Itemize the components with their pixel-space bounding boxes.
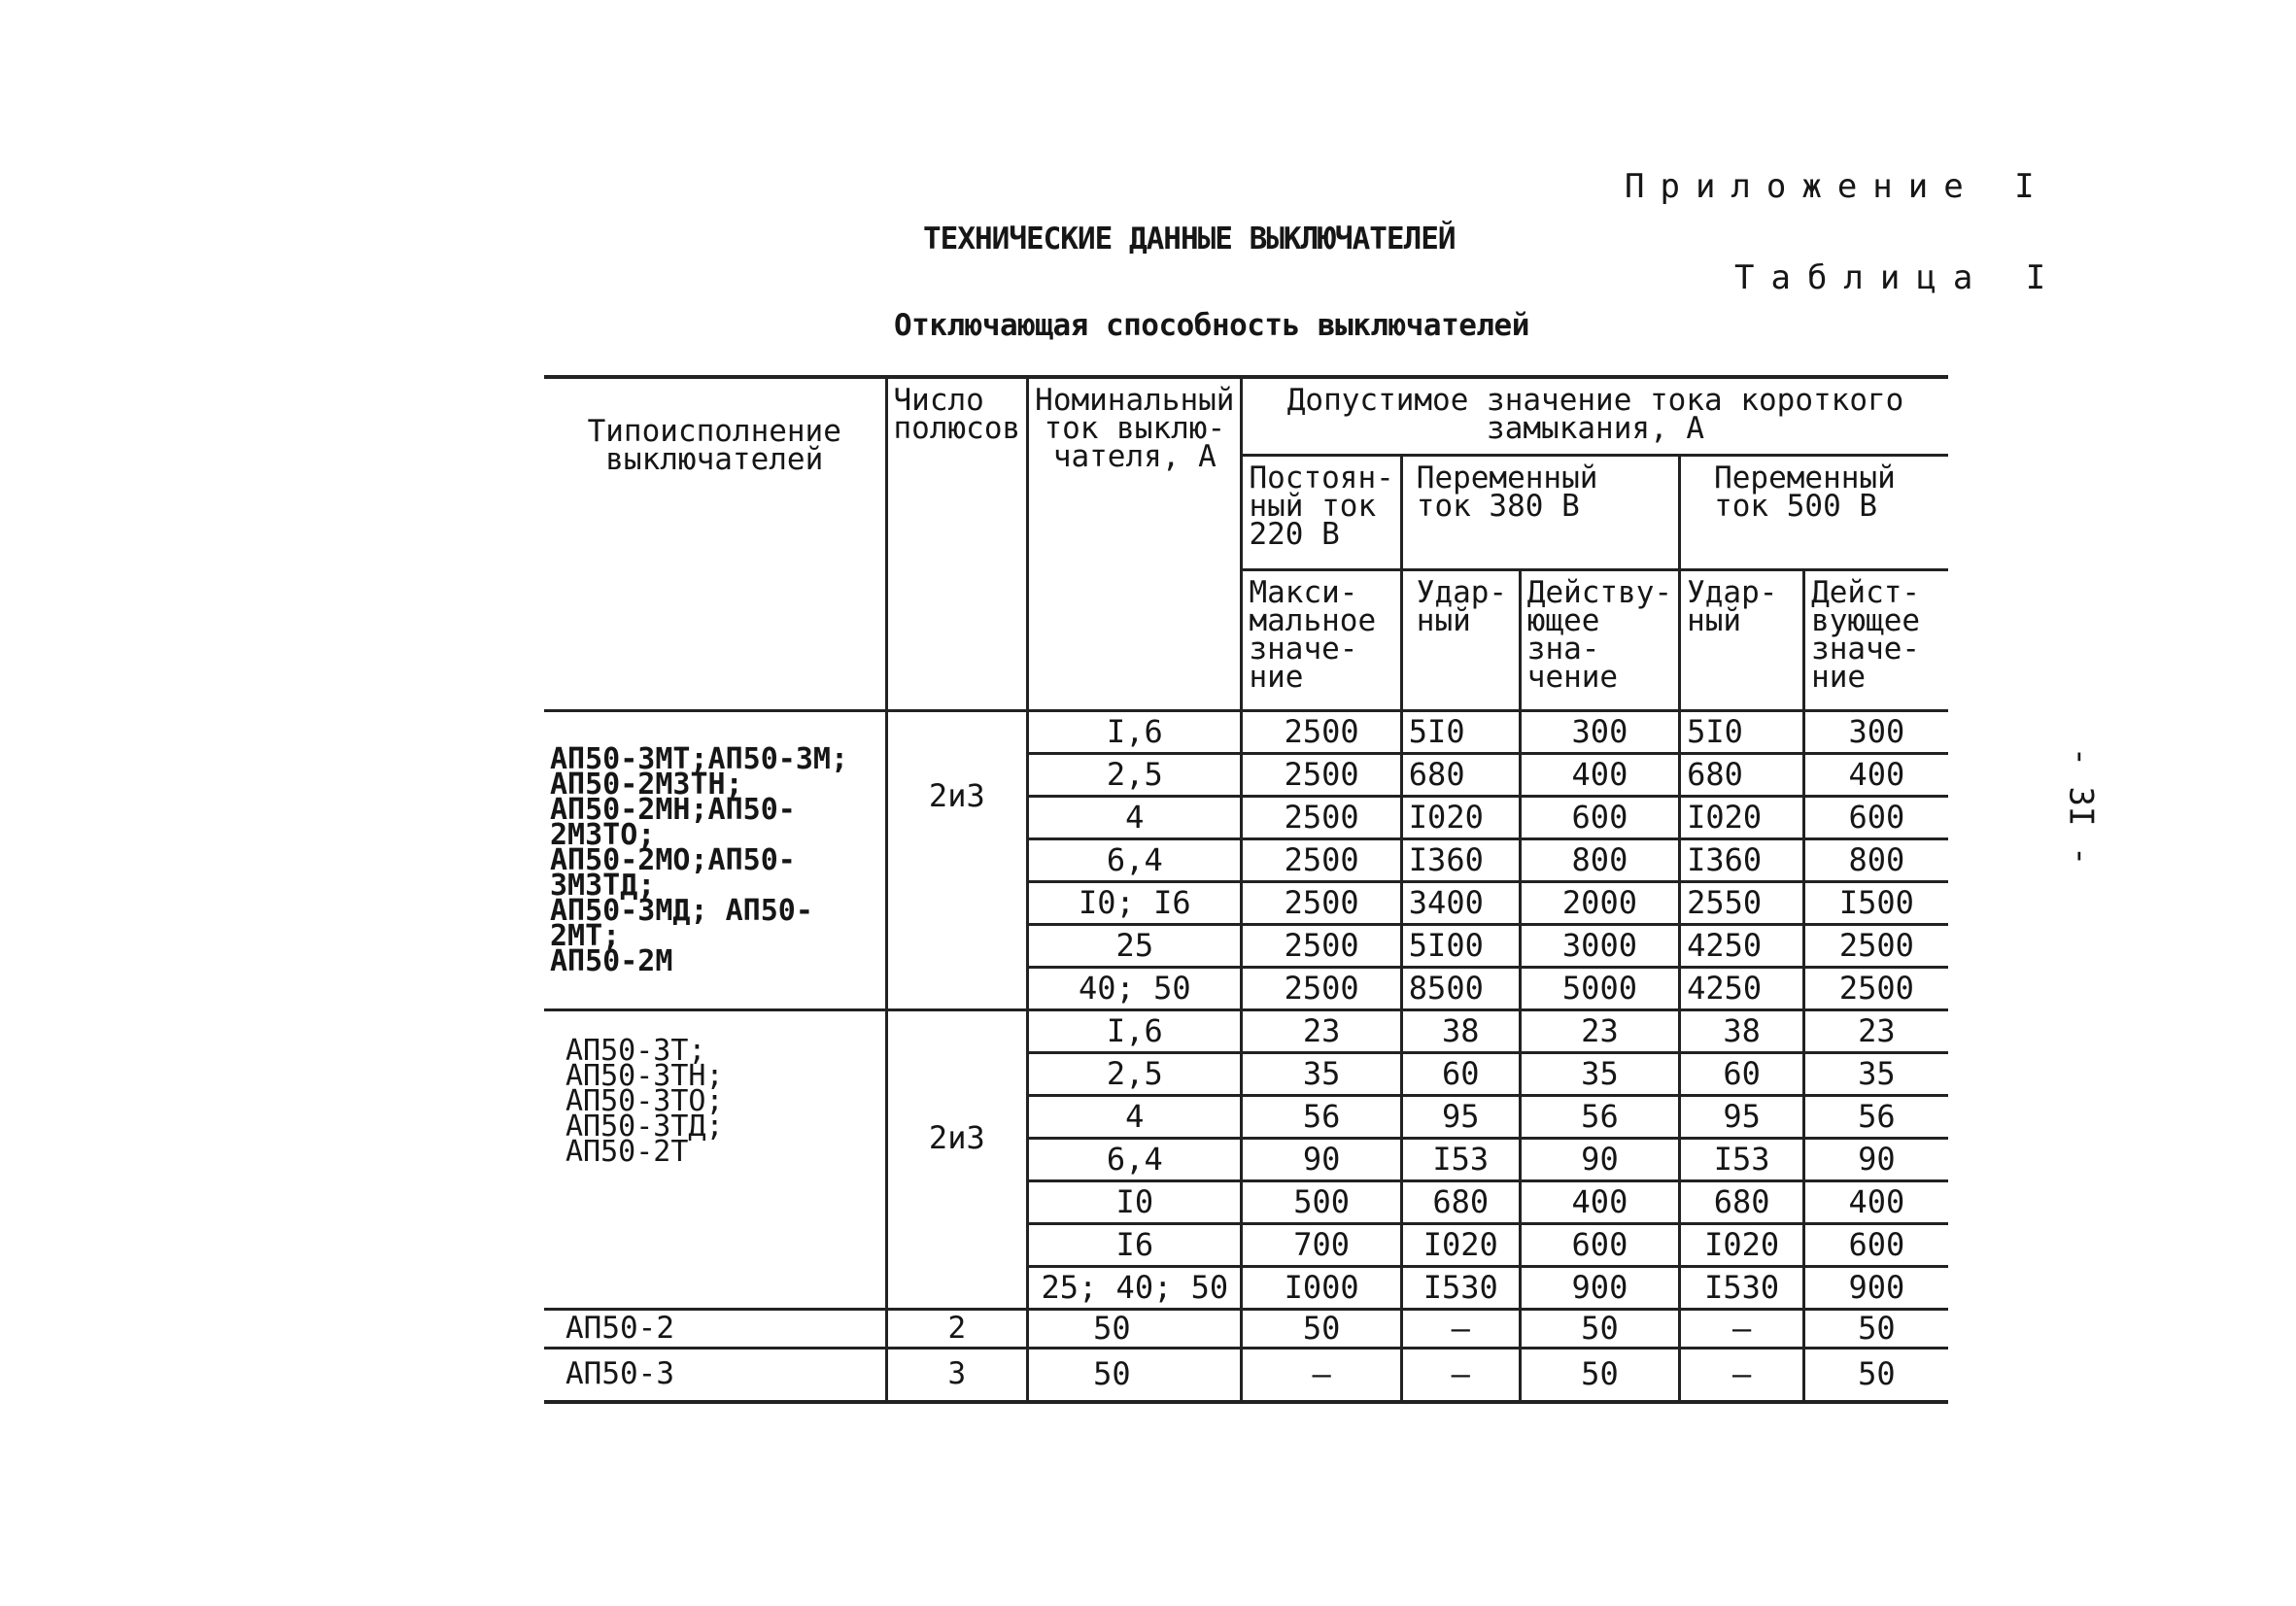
ac380-rms-cell: 50	[1520, 1309, 1679, 1348]
ac500-rms-cell: 900	[1804, 1266, 1948, 1309]
dc-max-cell: 2500	[1242, 967, 1401, 1009]
header-poles: Число полюсов	[886, 377, 1028, 710]
header-ac-380v: Переменный ток 380 В	[1401, 455, 1679, 569]
ac380-peak-cell: 5I0	[1401, 710, 1520, 753]
header-type: Типоисполнение выключателей	[544, 377, 886, 710]
ac380-rms-cell: 400	[1520, 1180, 1679, 1223]
ac380-rms-cell: 400	[1520, 753, 1679, 796]
nominal-current-cell: I6	[1028, 1223, 1242, 1266]
ac380-peak-cell: I020	[1401, 1223, 1520, 1266]
ac500-rms-cell: 400	[1804, 753, 1948, 796]
dc-max-cell: 35	[1242, 1052, 1401, 1095]
breaker-type-cell: АП50-3	[544, 1348, 886, 1402]
page-number: - 3I -	[2061, 746, 2101, 867]
ac380-peak-cell: I530	[1401, 1266, 1520, 1309]
ac380-rms-cell: 35	[1520, 1052, 1679, 1095]
ac380-rms-cell: 23	[1520, 1009, 1679, 1052]
ac500-rms-cell: 90	[1804, 1138, 1948, 1180]
ac380-rms-cell: 800	[1520, 838, 1679, 881]
dc-max-cell: 2500	[1242, 881, 1401, 924]
ac380-peak-cell: 95	[1401, 1095, 1520, 1138]
ac500-rms-cell: I500	[1804, 881, 1948, 924]
header-ac500-rms: Дейст- вующее значе- ние	[1804, 569, 1948, 710]
nominal-current-cell: 25; 40; 50	[1028, 1266, 1242, 1309]
ac380-rms-cell: 50	[1520, 1348, 1679, 1402]
breaker-type-cell: АП50-2	[544, 1309, 886, 1348]
ac380-rms-cell: 600	[1520, 1223, 1679, 1266]
ac380-peak-cell: 680	[1401, 1180, 1520, 1223]
dc-max-cell: 500	[1242, 1180, 1401, 1223]
dc-max-cell: 2500	[1242, 796, 1401, 838]
ac380-rms-cell: 5000	[1520, 967, 1679, 1009]
ac380-rms-cell: 600	[1520, 796, 1679, 838]
header-dc-max: Макси- мальное значе- ние	[1242, 569, 1401, 710]
poles-cell: 2и3	[886, 710, 1028, 1009]
dc-max-cell: 23	[1242, 1009, 1401, 1052]
nominal-current-cell: I,6	[1028, 1009, 1242, 1052]
ac500-peak-cell: 680	[1680, 1180, 1804, 1223]
ac500-peak-cell: 95	[1680, 1095, 1804, 1138]
ac500-peak-cell: –	[1680, 1348, 1804, 1402]
dc-max-cell: 700	[1242, 1223, 1401, 1266]
breaker-type-cell: АП50-3МТ;АП50-3М; АП50-2МЗТН; АП50-2МН;АП50-2МЗТО; АП50-2МО;АП50-3МЗТД; АП50-3МД; АП50-2МТ; АП50-2М	[544, 710, 886, 1009]
ac500-rms-cell: 2500	[1804, 924, 1948, 967]
poles-cell: 2и3	[886, 1009, 1028, 1309]
ac500-peak-cell: –	[1680, 1309, 1804, 1348]
header-allowed-current: Допустимое значение тока короткого замыкания, А	[1242, 377, 1948, 455]
nominal-current-cell: 4	[1028, 796, 1242, 838]
nominal-current-cell: I,6	[1028, 710, 1242, 753]
ac500-rms-cell: 50	[1804, 1309, 1948, 1348]
ac380-peak-cell: I020	[1401, 796, 1520, 838]
dc-max-cell: 90	[1242, 1138, 1401, 1180]
ac500-rms-cell: 35	[1804, 1052, 1948, 1095]
ac500-peak-cell: I530	[1680, 1266, 1804, 1309]
nominal-current-cell: I0	[1028, 1180, 1242, 1223]
dc-max-cell: 2500	[1242, 710, 1401, 753]
nominal-current-cell: 50	[1028, 1348, 1242, 1402]
ac500-rms-cell: 800	[1804, 838, 1948, 881]
nominal-current-cell: 40; 50	[1028, 967, 1242, 1009]
ac500-peak-cell: 38	[1680, 1009, 1804, 1052]
ac380-peak-cell: 38	[1401, 1009, 1520, 1052]
ac380-rms-cell: 3000	[1520, 924, 1679, 967]
ac380-peak-cell: –	[1401, 1309, 1520, 1348]
ac500-peak-cell: 4250	[1680, 924, 1804, 967]
header-ac500-peak: Удар- ный	[1680, 569, 1804, 710]
dc-max-cell: 50	[1242, 1309, 1401, 1348]
dc-max-cell: 2500	[1242, 924, 1401, 967]
ac500-peak-cell: 2550	[1680, 881, 1804, 924]
appendix-label: Приложение I	[1625, 167, 2050, 206]
ac380-peak-cell: 5I00	[1401, 924, 1520, 967]
ac380-peak-cell: 60	[1401, 1052, 1520, 1095]
nominal-current-cell: 2,5	[1028, 1052, 1242, 1095]
dc-max-cell: 2500	[1242, 838, 1401, 881]
ac380-rms-cell: 90	[1520, 1138, 1679, 1180]
header-ac380-rms: Действу- ющее зна- чение	[1520, 569, 1679, 710]
ac500-rms-cell: 600	[1804, 1223, 1948, 1266]
ac380-peak-cell: 8500	[1401, 967, 1520, 1009]
header-dc-220v: Постоян- ный ток 220 В	[1242, 455, 1401, 569]
nominal-current-cell: 25	[1028, 924, 1242, 967]
ac500-rms-cell: 600	[1804, 796, 1948, 838]
dc-max-cell: 56	[1242, 1095, 1401, 1138]
ac500-rms-cell: 23	[1804, 1009, 1948, 1052]
ac380-rms-cell: 900	[1520, 1266, 1679, 1309]
table-subtitle: Отключающая способность выключателей	[894, 308, 1529, 343]
ac380-peak-cell: 3400	[1401, 881, 1520, 924]
table-row	[544, 1009, 1948, 1052]
ac500-rms-cell: 56	[1804, 1095, 1948, 1138]
breaker-data-table	[544, 375, 1948, 1404]
ac380-peak-cell: –	[1401, 1348, 1520, 1402]
ac500-rms-cell: 400	[1804, 1180, 1948, 1223]
ac380-rms-cell: 56	[1520, 1095, 1679, 1138]
ac380-peak-cell: I360	[1401, 838, 1520, 881]
header-nominal-current: Номинальный ток выклю- чателя, А	[1028, 377, 1242, 710]
nominal-current-cell: I0; I6	[1028, 881, 1242, 924]
poles-cell: 2	[886, 1309, 1028, 1348]
table-row	[544, 710, 1948, 753]
table-label: Таблица I	[1734, 258, 2063, 297]
ac500-peak-cell: I020	[1680, 1223, 1804, 1266]
ac500-peak-cell: I020	[1680, 796, 1804, 838]
header-ac380-peak: Удар- ный	[1401, 569, 1520, 710]
nominal-current-cell: 2,5	[1028, 753, 1242, 796]
dc-max-cell: I000	[1242, 1266, 1401, 1309]
poles-cell: 3	[886, 1348, 1028, 1402]
ac500-rms-cell: 50	[1804, 1348, 1948, 1402]
ac500-peak-cell: 60	[1680, 1052, 1804, 1095]
ac500-peak-cell: I53	[1680, 1138, 1804, 1180]
ac500-rms-cell: 300	[1804, 710, 1948, 753]
header-ac-500v: Переменный ток 500 В	[1680, 455, 1948, 569]
breaker-type-cell: АП50-3Т; АП50-3ТН; АП50-3ТО; АП50-3ТД; АП50-2Т	[544, 1009, 886, 1309]
nominal-current-cell: 4	[1028, 1095, 1242, 1138]
ac380-rms-cell: 2000	[1520, 881, 1679, 924]
ac500-peak-cell: 5I0	[1680, 710, 1804, 753]
ac500-peak-cell: I360	[1680, 838, 1804, 881]
dc-max-cell: 2500	[1242, 753, 1401, 796]
ac380-rms-cell: 300	[1520, 710, 1679, 753]
nominal-current-cell: 6,4	[1028, 838, 1242, 881]
nominal-current-cell: 6,4	[1028, 1138, 1242, 1180]
ac500-peak-cell: 4250	[1680, 967, 1804, 1009]
ac500-peak-cell: 680	[1680, 753, 1804, 796]
ac380-peak-cell: I53	[1401, 1138, 1520, 1180]
nominal-current-cell: 50	[1028, 1309, 1242, 1348]
ac380-peak-cell: 680	[1401, 753, 1520, 796]
dc-max-cell: –	[1242, 1348, 1401, 1402]
table-row	[544, 1309, 1948, 1348]
table-row	[544, 1348, 1948, 1402]
document-title: ТЕХНИЧЕСКИЕ ДАННЫЕ ВЫКЛЮЧАТЕЛЕЙ	[923, 222, 1456, 256]
ac500-rms-cell: 2500	[1804, 967, 1948, 1009]
